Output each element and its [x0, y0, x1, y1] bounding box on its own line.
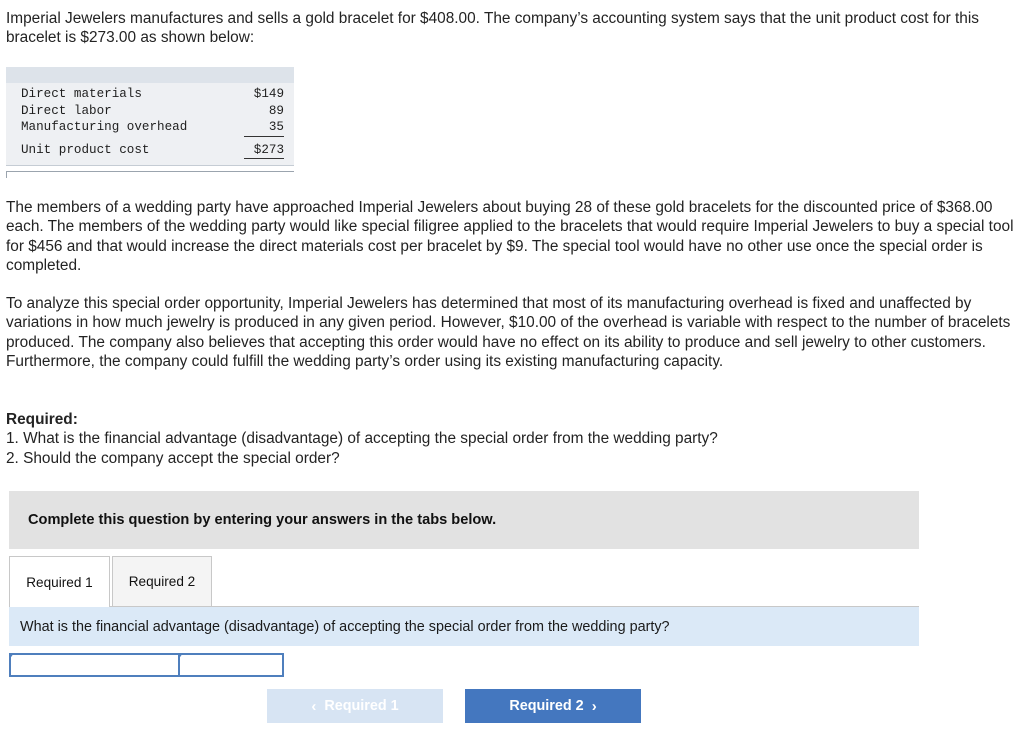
cost-row-label: Direct materials	[21, 87, 142, 101]
required-item: 2. Should the company accept the special order?	[6, 449, 340, 467]
cost-row-label: Direct labor	[21, 103, 112, 118]
analysis-paragraph: To analyze this special order opportunity, Imperial Jewelers has determined that most of its manufacturing overhead is fixed and unaffected by variations in how much jewelry is produced in any given period. However, $10.00 of the overhead is variable with respect to the number of bracelets produced. The company also believes that accepting this order would have no effect on its ability to produce and sell jewelry to other customers. Furthermore, the company could fulfill the wedding party’s order using its existing manufacturing capacity.	[6, 295, 1011, 371]
tab-strip	[9, 556, 919, 607]
answer-row	[9, 653, 284, 677]
cost-row-label: Manufacturing overhead	[21, 120, 188, 134]
previous-required-button[interactable]	[267, 689, 443, 723]
required-item: 1. What is the financial advantage (disadvantage) of accepting the special order from the wedding party?	[6, 430, 718, 448]
cost-table-body	[6, 83, 294, 165]
instructions-banner: Complete this question by entering your answers in the tabs below.	[9, 491, 919, 549]
cost-row-manufacturing-overhead	[6, 119, 294, 137]
required-section	[6, 410, 718, 468]
cell-marker-icon	[178, 653, 183, 660]
cell-marker-icon	[9, 653, 14, 660]
cost-row-direct-labor	[6, 103, 294, 120]
cost-row-unit-product-cost	[6, 142, 294, 160]
wedding-party-paragraph: The members of a wedding party have approached Imperial Jewelers about buying 28 of these gold bracelets for the discounted price of $368.00 each. The members of the wedding party would like special filigree applied to the bracelets that would require Imperial Jewelers to buy a special tool for $456 and that would increase the direct materials cost per bracelet by $9. The special tool would have no other use once the special order is completed.	[6, 199, 1014, 275]
cost-row-amount: $149	[253, 87, 284, 101]
chevron-right-icon: ›	[591, 697, 597, 715]
tab-required-2[interactable]: Required 2	[112, 556, 212, 607]
cost-table-header	[6, 67, 294, 83]
cost-table-divider	[6, 172, 7, 178]
required-title: Required:	[6, 411, 78, 428]
next-required-button[interactable]	[465, 689, 641, 723]
cost-total-amount: $273	[244, 142, 284, 160]
intro-paragraph: Imperial Jewelers manufactures and sells a gold bracelet for $408.00. The company’s accounting system says that the unit product cost for this bracelet is $273.00 as shown below:	[6, 10, 979, 47]
cost-table	[6, 67, 294, 172]
question-prompt: What is the financial advantage (disadvantage) of accepting the special order from the wedding party?	[9, 607, 919, 646]
cost-table-footer	[6, 165, 294, 172]
cost-row-amount: 89	[268, 103, 284, 118]
chevron-left-icon: ‹	[311, 697, 317, 715]
cost-row-direct-materials	[6, 86, 294, 103]
next-button-label: Required 2	[509, 698, 584, 714]
tab-required-1[interactable]: Required 1	[9, 556, 110, 608]
answer-label-input[interactable]	[9, 653, 178, 677]
previous-button-label: Required 1	[324, 698, 399, 714]
cost-row-amount: 35	[244, 119, 284, 137]
answer-amount-input[interactable]	[178, 653, 284, 677]
cost-total-label: Unit product cost	[21, 142, 150, 157]
